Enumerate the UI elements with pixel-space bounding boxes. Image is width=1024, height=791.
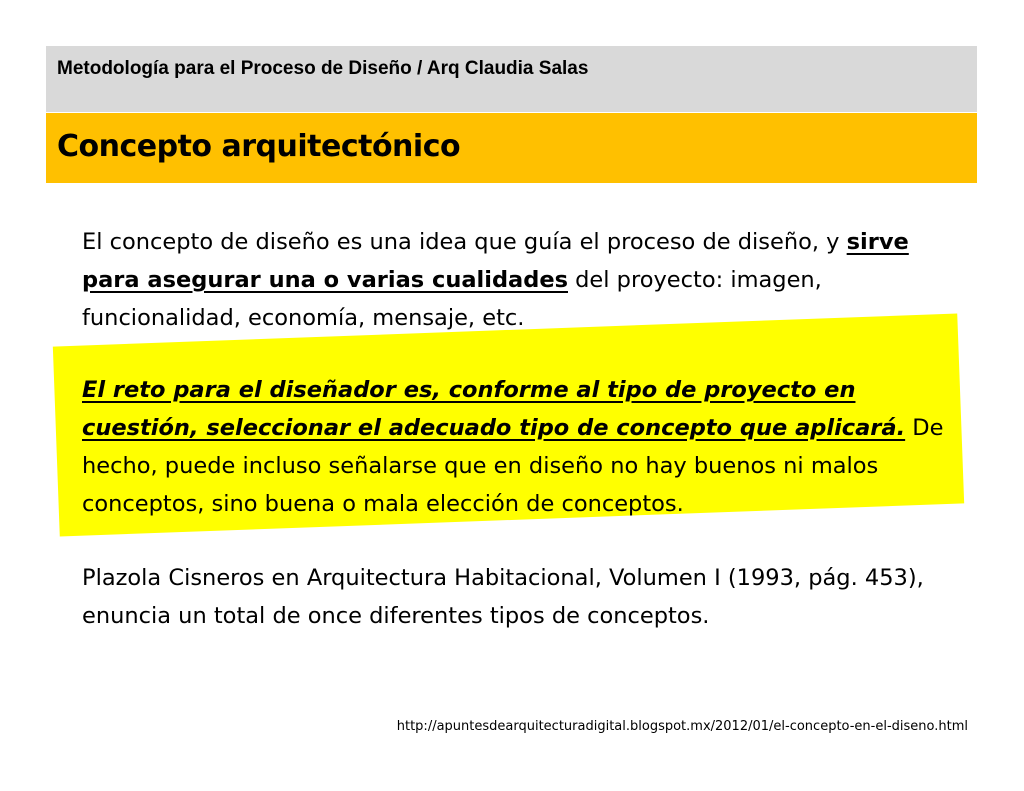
source-url: http://apuntesdearquitecturadigital.blogspot.mx/2012/01/el-concepto-en-el-diseno.html	[396, 719, 968, 734]
paragraph-2-rest: De hecho, puede incluso señalarse que en diseño no hay buenos ni malos conceptos, sino buena o mala elección de conceptos.	[82, 415, 944, 517]
paragraph-1-rest: del proyecto: imagen, funcionalidad, economía, mensaje, etc.	[82, 267, 822, 331]
paragraph-1-intro: El concepto de diseño es una idea que guía el proceso de diseño, y	[82, 229, 847, 255]
paragraph-1-emphasis: sirve para asegurar una o varias cualidades	[82, 229, 909, 293]
title-bar	[46, 113, 977, 183]
header-subtitle: Metodología para el Proceso de Diseño / Arq Claudia Salas	[57, 58, 589, 79]
page-title: Concepto arquitectónico	[57, 129, 461, 164]
paragraph-1	[82, 223, 962, 337]
paragraph-3: Plazola Cisneros en Arquitectura Habitacional, Volumen I (1993, pág. 453), enuncia un total de once diferentes tipos de conceptos.	[82, 565, 924, 629]
header-bar	[46, 46, 977, 112]
paragraph-2-emphasis: El reto para el diseñador es, conforme al tipo de proyecto en cuestión, seleccionar el adecuado tipo de concepto que aplicará.	[82, 377, 906, 441]
paragraph-2	[82, 371, 962, 523]
